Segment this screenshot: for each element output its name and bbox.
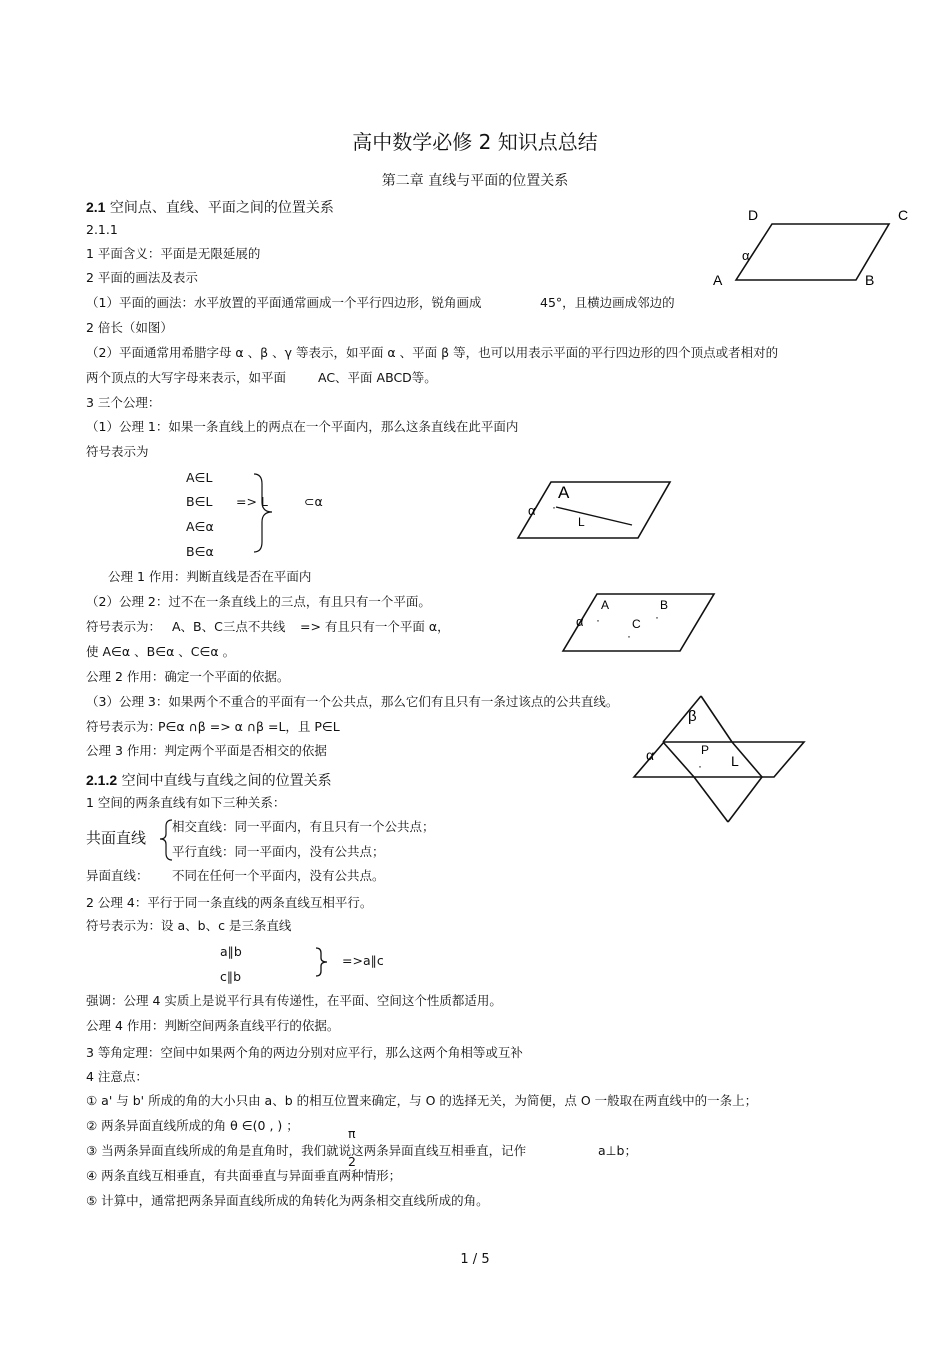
text-line: （1）公理 1：如果一条直线上的两点在一个平面内，那么这条直线在此平面内 <box>86 419 519 434</box>
figure-axiom1 <box>510 475 680 550</box>
figure-axiom2 <box>555 588 725 658</box>
point-dot: · <box>627 629 631 643</box>
symbol-line: B∈L <box>186 494 213 509</box>
plane-beta-edge <box>728 777 762 822</box>
text-line: （1）平面的画法：水平放置的平面通常画成一个平行四边形，锐角画成 <box>86 295 482 310</box>
text-line: 45°，且横边画成邻边的 <box>540 295 675 310</box>
text-line: 符号表示为 <box>86 444 149 459</box>
point-label-c: C <box>632 617 641 631</box>
text-line: 3 等角定理：空间中如果两个角的两边分别对应平行，那么这两个角相等或互补 <box>86 1045 523 1060</box>
subsection-2-1-1: 2.1.1 <box>86 222 118 237</box>
text-line: 公理 1 作用：判断直线是否在平面内 <box>108 569 312 584</box>
point-dot: · <box>552 500 556 514</box>
symbol-implies: => L <box>236 494 268 509</box>
coplanar-label: 共面直线 <box>86 829 147 847</box>
section-number: 2.1 <box>86 199 106 215</box>
text-line: 相交直线：同一平面内，有且只有一个公共点； <box>172 819 435 834</box>
plane-label-alpha: α <box>646 747 655 763</box>
note-2: ② 两条异面直线所成的角 θ ∈(0 , ) ； <box>86 1118 299 1133</box>
text-line: 平行直线：同一平面内，没有公共点； <box>172 844 385 859</box>
text-line: 4 注意点： <box>86 1069 148 1084</box>
symbol-line: c∥b <box>220 969 242 984</box>
point-label-b: B <box>660 598 669 612</box>
section-title: 空间点、直线、平面之间的位置关系 <box>105 200 334 216</box>
text-line: 公理 2 作用：确定一个平面的依据。 <box>86 669 290 684</box>
text-line: 2 平面的画法及表示 <box>86 270 198 285</box>
right-brace-icon <box>252 472 276 556</box>
vertex-label-d: D <box>748 207 759 223</box>
point-label-a: A <box>601 598 610 612</box>
text-line: 1 平面含义：平面是无限延展的 <box>86 246 261 261</box>
plane-label-beta: β <box>688 708 697 725</box>
text-line: A、B、C三点不共线 <box>172 619 286 634</box>
text-line: 强调：公理 4 实质上是说平行具有传递性，在平面、空间这个性质都适用。 <box>86 993 502 1008</box>
note-5: ⑤ 计算中，通常把两条异面直线所成的角转化为两条相交直线所成的角。 <box>86 1193 489 1208</box>
point-dot: · <box>596 613 600 627</box>
text-line: 1 空间的两条直线有如下三种关系： <box>86 795 286 810</box>
plane-beta-edge <box>701 696 732 742</box>
pi-symbol: π <box>348 1126 356 1141</box>
text-line: => 有且只有一个平面 α， <box>300 619 450 634</box>
text-line: 使 A∈α 、B∈α 、C∈α 。 <box>86 644 236 659</box>
text-line: 不同在任何一个平面内，没有公共点。 <box>172 868 385 883</box>
point-label-a: A <box>558 483 570 502</box>
text-line: 异面直线： <box>86 868 149 883</box>
right-brace-icon <box>314 946 332 978</box>
text-line: 符号表示为： <box>86 719 162 734</box>
plane-label-alpha: α <box>742 248 750 263</box>
section-number: 2.1.2 <box>86 772 118 788</box>
text-line: 2 倍长（如图） <box>86 320 173 335</box>
page-title: 高中数学必修 2 知识点总结 <box>352 130 598 154</box>
symbol-line: A∈L <box>186 470 213 485</box>
plane-alpha-shape <box>634 742 804 777</box>
text-line: （3）公理 3：如果两个不重合的平面有一个公共点，那么它们有且只有一条过该点的公共直线。 <box>86 694 619 709</box>
line-label-l: L <box>731 753 739 769</box>
section-2-1-2-heading <box>86 771 332 790</box>
vertex-label-a: A <box>713 272 723 288</box>
line-label-l: L <box>578 515 585 529</box>
text-line: （2）平面通常用希腊字母 α 、β 、γ 等表示，如平面 α 、平面 β 等，也可以用表示平面的平行四边形的四个顶点或者相对的 <box>86 345 779 360</box>
text-line: 公理 4 作用：判断空间两条直线平行的依据。 <box>86 1018 340 1033</box>
text-line: 两个顶点的大写字母来表示，如平面 <box>86 370 287 385</box>
section-2-1-heading <box>86 198 334 217</box>
text-line: P∈α ∩β => α ∩β =L，且 P∈L <box>158 719 340 734</box>
vertex-label-c: C <box>898 207 909 223</box>
note-4: ④ 两条直线互相垂直，有共面垂直与异面垂直两种情形； <box>86 1168 402 1183</box>
point-label-p: P <box>701 743 710 757</box>
parallelogram-shape <box>518 482 670 538</box>
text-line: 3 三个公理： <box>86 395 161 410</box>
figure-plane-abcd <box>700 200 920 295</box>
figure-axiom3 <box>630 692 810 827</box>
text-line: AC、平面 ABCD等。 <box>318 370 437 385</box>
text-line: 符号表示为：设 a、b、c 是三条直线 <box>86 918 292 933</box>
note-3: ③ 当两条异面直线所成的角是直角时，我们就说这两条异面直线互相垂直，记作 <box>86 1143 527 1158</box>
line-l <box>556 507 632 525</box>
note-1: ① a' 与 b' 所成的角的大小只由 a、b 的相互位置来确定，与 O 的选择无关，为简便，点 O 一般取在两直线中的一条上； <box>86 1093 758 1108</box>
text-line: 公理 3 作用：判定两个平面是否相交的依据 <box>86 743 327 758</box>
section-title: 空间中直线与直线之间的位置关系 <box>117 773 332 789</box>
text-line: （2）公理 2：过不在一条直线上的三点，有且只有一个平面。 <box>86 594 431 609</box>
note-3-symbol: a⊥b； <box>598 1143 637 1158</box>
symbol-line: B∈α <box>186 544 214 559</box>
text-line: 2 公理 4：平行于同一条直线的两条直线互相平行。 <box>86 895 373 910</box>
symbol-subset: ⊂α <box>304 494 323 509</box>
plane-beta-edge <box>663 742 694 777</box>
vertex-label-b: B <box>865 272 875 288</box>
text-line: 符号表示为： <box>86 619 162 634</box>
page-number: 1 / 5 <box>460 1252 490 1267</box>
symbol-result: =>a∥c <box>342 953 384 968</box>
point-dot: · <box>655 610 659 624</box>
symbol-line: A∈α <box>186 519 214 534</box>
plane-beta-edge <box>694 777 728 822</box>
plane-label-alpha: α <box>528 503 536 518</box>
fraction-denominator: 2 <box>348 1154 356 1169</box>
plane-label-alpha: α <box>576 614 584 629</box>
point-dot: · <box>698 759 702 773</box>
chapter-subtitle: 第二章 直线与平面的位置关系 <box>381 173 569 189</box>
symbol-line: a∥b <box>220 944 242 959</box>
